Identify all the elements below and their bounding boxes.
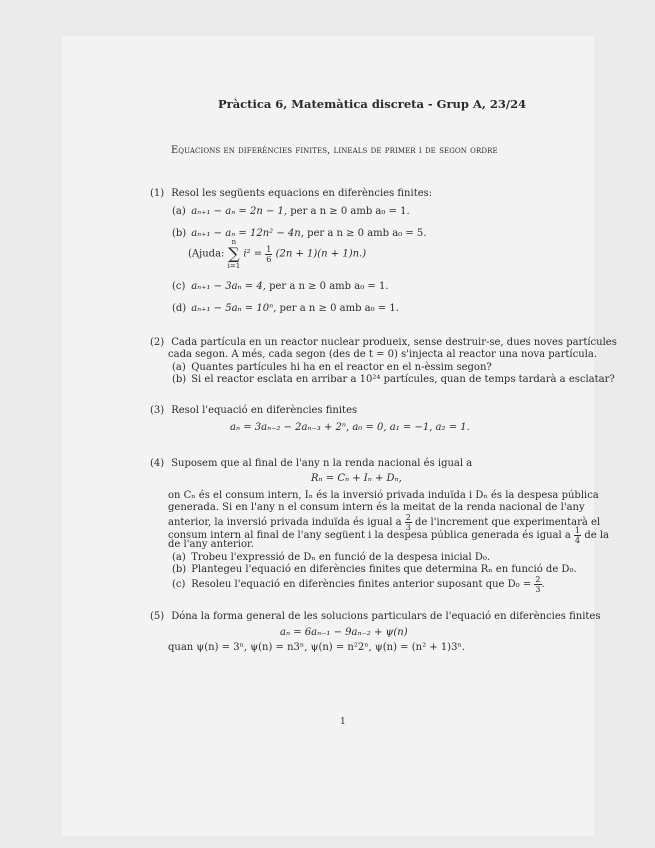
q1b-hint — [188, 238, 366, 270]
q1a-equation: aₙ₊₁ − aₙ = 2n − 1, — [191, 206, 288, 217]
q4-frac1-den: 3 — [405, 523, 411, 532]
q4-p3b: de l'increment que experimentarà el — [415, 517, 601, 528]
q4b-label: (b) — [172, 564, 187, 575]
q4c-frac-den: 3 — [535, 585, 541, 594]
q1c-text: per a n ≥ 0 amb a₀ = 1. — [269, 281, 389, 292]
q2-text-line2: cada segon. A més, cada segon (des de t = 0) s'injecta al reactor una nova partícula. — [168, 349, 597, 360]
q3-statement — [150, 404, 357, 417]
page-subtitle: Equacions en diferències finites, lineals de primer i de segon ordre — [171, 145, 498, 156]
q1d — [172, 302, 399, 315]
sum-upper: n — [231, 238, 237, 246]
q1a-text: per a n ≥ 0 amb a₀ = 1. — [290, 206, 410, 217]
q4a-label: (a) — [172, 552, 186, 563]
q5-conditions: quan ψ(n) = 3ⁿ, ψ(n) = n3ⁿ, ψ(n) = n²2ⁿ, ψ(n) = (n² + 1)3ⁿ. — [168, 642, 465, 653]
hint-open: (Ajuda: — [188, 248, 225, 260]
q2b-text: Si el reactor esclata en arribar a 10²⁴ partícules, quan de temps tardarà a esclatar? — [191, 374, 615, 385]
page-title: Pràctica 6, Matemàtica discreta - Grup A, 23/24 — [218, 97, 527, 111]
q1b-text: per a n ≥ 0 amb a₀ = 5. — [307, 228, 427, 239]
hint-term: i² = — [243, 248, 263, 260]
hint-frac-den: 6 — [266, 254, 272, 264]
q4-frac1-num: 2 — [405, 513, 411, 522]
q4-frac-one-quarter — [574, 526, 581, 545]
q2b-label: (b) — [172, 374, 187, 385]
q4-number: (4) — [150, 458, 165, 469]
sum-symbol: n ∑ i=1 — [227, 238, 241, 270]
q5-text: Dóna la forma general de les solucions particulars de l'equació en diferències finites — [171, 611, 601, 622]
q2-number: (2) — [150, 337, 165, 348]
q2b — [172, 373, 615, 386]
q4-frac2-num: 1 — [575, 526, 581, 535]
q5-equation: aₙ = 6aₙ₋₁ − 9aₙ₋₂ + ψ(n) — [280, 627, 408, 638]
q1a-label: (a) — [172, 206, 186, 217]
q4b-text: Plantegeu l'equació en diferències finites que determina Rₙ en funció de D₀. — [191, 564, 577, 575]
q4-frac2-den: 4 — [575, 536, 581, 545]
q4c-text: Resoleu l'equació en diferències finites anterior suposant que D₀ = — [191, 579, 532, 590]
q2a-text: Quantes partícules hi ha en el reactor en el n-èssim segon? — [191, 362, 492, 373]
page-number: 1 — [340, 717, 346, 727]
q1a — [172, 205, 410, 218]
q3-equation: aₙ = 3aₙ₋₂ − 2aₙ₋₃ + 2ⁿ, a₀ = 0, a₁ = −1, a₂ = 1. — [230, 422, 470, 433]
q4c-label: (c) — [172, 579, 186, 590]
q4c-period: . — [541, 579, 545, 590]
q1-number: (1) — [150, 188, 165, 199]
q1b-equation: aₙ₊₁ − aₙ = 12n² − 4n, — [191, 228, 304, 239]
q3-number: (3) — [150, 405, 165, 416]
q1d-equation: aₙ₊₁ − 5aₙ = 10ⁿ, — [191, 303, 277, 314]
q1c-equation: aₙ₊₁ − 3aₙ = 4, — [191, 281, 266, 292]
hint-rest: (2n + 1)(n + 1)n.) — [275, 248, 367, 260]
q5-number: (5) — [150, 611, 165, 622]
paper-sheet — [62, 36, 594, 836]
sum-lower: i=1 — [227, 262, 241, 270]
q1c — [172, 280, 389, 293]
q2a-label: (a) — [172, 362, 186, 373]
q1-text: Resol les següents equacions en diferències finites: — [171, 188, 433, 199]
q4c — [172, 575, 545, 594]
q4a-text: Trobeu l'expressió de Dₙ en funció de la despesa inicial D₀. — [191, 552, 491, 563]
q1d-text: per a n ≥ 0 amb a₀ = 1. — [279, 303, 399, 314]
q3-text: Resol l'equació en diferències finites — [171, 405, 358, 416]
q2-text-line1: Cada partícula en un reactor nuclear produeix, sense destruir-se, dues noves partícules — [171, 337, 617, 348]
q4-p4a: consum intern al final de l'any següent i la despesa pública generada és igual a — [168, 530, 571, 541]
hint-frac-num: 1 — [266, 244, 272, 254]
q4-para-line1: on Cₙ és el consum intern, Iₙ és la inversió privada induïda i Dₙ és la despesa pública — [168, 490, 599, 501]
q4-p4b: de la — [584, 530, 609, 541]
q5-statement — [150, 610, 600, 623]
q4-para-line2: generada. Si en l'any n el consum intern és la meitat de la renda nacional de l'any — [168, 502, 585, 513]
q1d-label: (d) — [172, 303, 187, 314]
q1-statement — [150, 187, 432, 200]
q4-text: Suposem que al final de l'any n la renda nacional és igual a — [171, 458, 473, 469]
q1b-label: (b) — [172, 228, 187, 239]
q4-para-line5: de l'any anterior. — [168, 539, 254, 550]
q4-equation: Rₙ = Cₙ + Iₙ + Dₙ, — [311, 473, 402, 484]
hint-fraction — [265, 245, 272, 264]
q4c-frac-num: 2 — [535, 575, 541, 584]
q4-statement — [150, 457, 472, 470]
q4-p3a: anterior, la inversió privada induïda és igual a — [168, 517, 402, 528]
q4c-fraction — [534, 575, 541, 594]
q1c-label: (c) — [172, 281, 186, 292]
